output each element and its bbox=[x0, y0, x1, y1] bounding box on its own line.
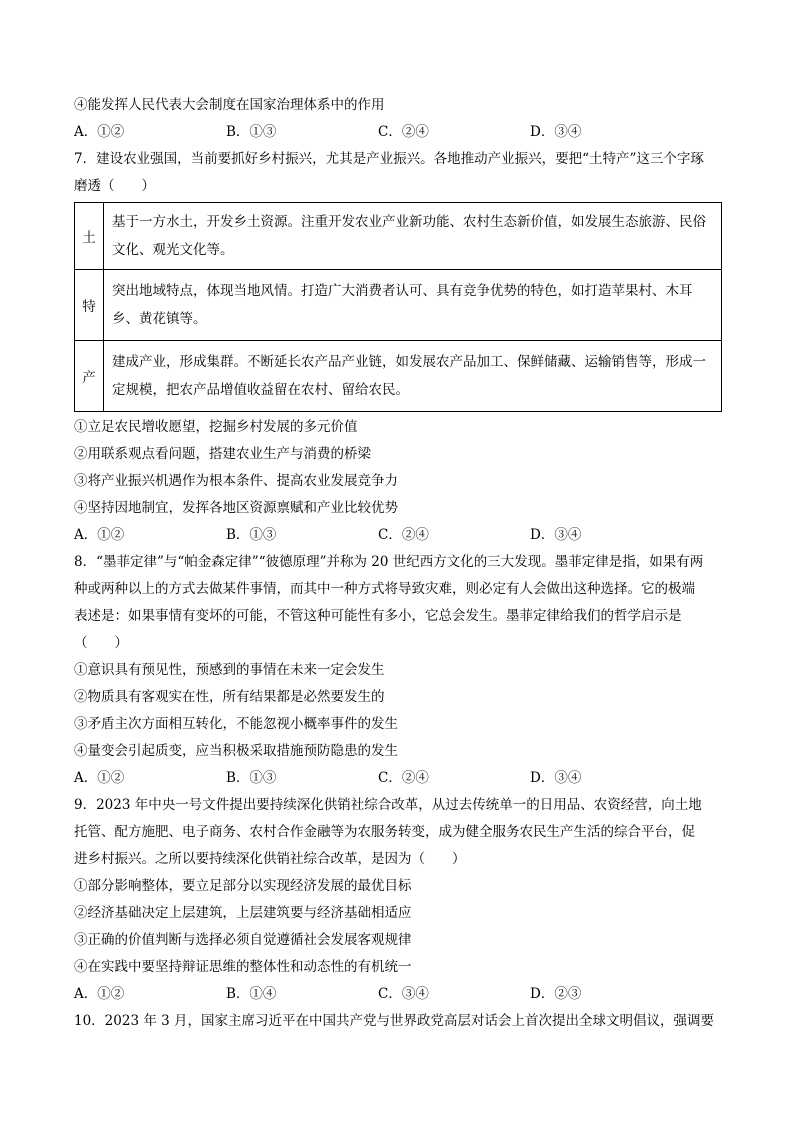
q9-item-4: ④在实践中要坚持辩证思维的整体性和动态性的有机统一 bbox=[74, 959, 412, 975]
q7-table bbox=[74, 202, 722, 412]
q6-options bbox=[74, 119, 724, 146]
q7-option-a[interactable]: A．①② bbox=[74, 527, 125, 543]
q9-item-2: ②经济基础决定上层建筑，上层建筑要与经济基础相适应 bbox=[74, 905, 412, 921]
q8-item-4: ④量变会引起质变，应当积极采取措施预防隐患的发生 bbox=[74, 743, 398, 759]
q7-option-c[interactable]: C．②④ bbox=[378, 527, 429, 543]
q7-table-key: 特 bbox=[75, 270, 104, 341]
q7-table-text: 建成产业，形成集群。不断延长农产品产业链，如发展农产品加工、保鲜储藏、运输销售等，形成一定规模，把农产品增值收益留在农村、留给农民。 bbox=[104, 341, 722, 412]
q10-stem-line-1: 10．2023 年 3 月，国家主席习近平在中国共产党与世界政党高层对话会上首次提出全球文明倡议，强调要 bbox=[74, 1013, 714, 1029]
q8-option-c[interactable]: C．②④ bbox=[378, 770, 429, 786]
q8-option-d[interactable]: D．③④ bbox=[530, 770, 582, 786]
q7-table-key: 产 bbox=[75, 341, 104, 412]
q7-option-d[interactable]: D．③④ bbox=[530, 527, 582, 543]
q6-item-4: ④能发挥人民代表大会制度在国家治理体系中的作用 bbox=[74, 97, 385, 113]
q8-stem-line-2: 种或两种以上的方式去做某件事情，而其中一种方式将导致灾难，则必定有人会做出这种选择。它的极端 bbox=[74, 581, 695, 597]
q7-options bbox=[74, 522, 724, 549]
q9-item-1: ①部分影响整体，要立足部分以实现经济发展的最优目标 bbox=[74, 878, 412, 894]
q9-item-3: ③正确的价值判断与选择必须自觉遵循社会发展客观规律 bbox=[74, 932, 412, 948]
q9-stem-line-3: 进乡村振兴。之所以要持续深化供销社综合改革，是因为（ ） bbox=[74, 851, 466, 867]
q9-option-a[interactable]: A．①② bbox=[74, 986, 125, 1002]
q9-option-d[interactable]: D．②③ bbox=[530, 986, 582, 1002]
q8-option-b[interactable]: B．①③ bbox=[226, 770, 277, 786]
q9-stem-line-2: 托管、配方施肥、电子商务、农村合作金融等为农服务转变，成为健全服务农民生产生活的综合平台，促 bbox=[74, 824, 695, 840]
q8-option-a[interactable]: A．①② bbox=[74, 770, 125, 786]
q8-stem-line-3: 表述是：如果事情有变坏的可能，不管这种可能性有多小，它总会发生。墨菲定律给我们的哲学启示是 bbox=[74, 608, 682, 624]
q7-stem-line-2: 磨透（ ） bbox=[74, 178, 155, 194]
q6-option-d[interactable]: D．③④ bbox=[530, 124, 582, 140]
q7-table-text: 突出地域特点，体现当地风情。打造广大消费者认可、具有竞争优势的特色，如打造苹果村、木耳乡、黄花镇等。 bbox=[104, 270, 722, 341]
q8-item-3: ③矛盾主次方面相互转化，不能忽视小概率事件的发生 bbox=[74, 716, 398, 732]
q9-option-b[interactable]: B．①④ bbox=[226, 986, 277, 1002]
q7-table-row bbox=[75, 270, 722, 341]
q9-stem-line-1: 9．2023 年中央一号文件提出要持续深化供销社综合改革，从过去传统单一的日用品、农资经营，向土地 bbox=[74, 797, 702, 813]
q7-table-row bbox=[75, 341, 722, 412]
q8-stem-line-4: （ ） bbox=[74, 635, 128, 651]
q7-option-b[interactable]: B．①③ bbox=[226, 527, 277, 543]
q7-stem-line-1: 7．建设农业强国，当前要抓好乡村振兴，尤其是产业振兴。各地推动产业振兴，要把“土特产”这三个字琢 bbox=[74, 151, 704, 167]
q7-item-4: ④坚持因地制宜，发挥各地区资源禀赋和产业比较优势 bbox=[74, 500, 398, 516]
q8-item-2: ②物质具有客观实在性，所有结果都是必然要发生的 bbox=[74, 689, 385, 705]
q8-item-1: ①意识具有预见性，预感到的事情在未来一定会发生 bbox=[74, 662, 385, 678]
q6-option-c[interactable]: C．②④ bbox=[378, 124, 429, 140]
q7-item-3: ③将产业振兴机遇作为根本条件、提高农业发展竞争力 bbox=[74, 473, 398, 489]
q6-option-a[interactable]: A．①② bbox=[74, 124, 125, 140]
q9-option-c[interactable]: C．③④ bbox=[378, 986, 429, 1002]
q8-options bbox=[74, 765, 724, 792]
q8-stem-line-1: 8．“墨菲定律”与“帕金森定律”“彼德原理”并称为 20 世纪西方文化的三大发现。墨菲定律是指，如果有两 bbox=[74, 554, 704, 570]
q7-table-text: 基于一方水土，开发乡土资源。注重开发农业产业新功能、农村生态新价值，如发展生态旅游、民俗文化、观光文化等。 bbox=[104, 203, 722, 270]
q7-table-row bbox=[75, 203, 722, 270]
q7-item-1: ①立足农民增收愿望，挖掘乡村发展的多元价值 bbox=[74, 419, 358, 435]
q9-options bbox=[74, 981, 724, 1008]
exam-page bbox=[74, 92, 724, 1035]
q7-table-key: 土 bbox=[75, 203, 104, 270]
q6-option-b[interactable]: B．①③ bbox=[226, 124, 277, 140]
q7-item-2: ②用联系观点看问题，搭建农业生产与消费的桥梁 bbox=[74, 446, 371, 462]
